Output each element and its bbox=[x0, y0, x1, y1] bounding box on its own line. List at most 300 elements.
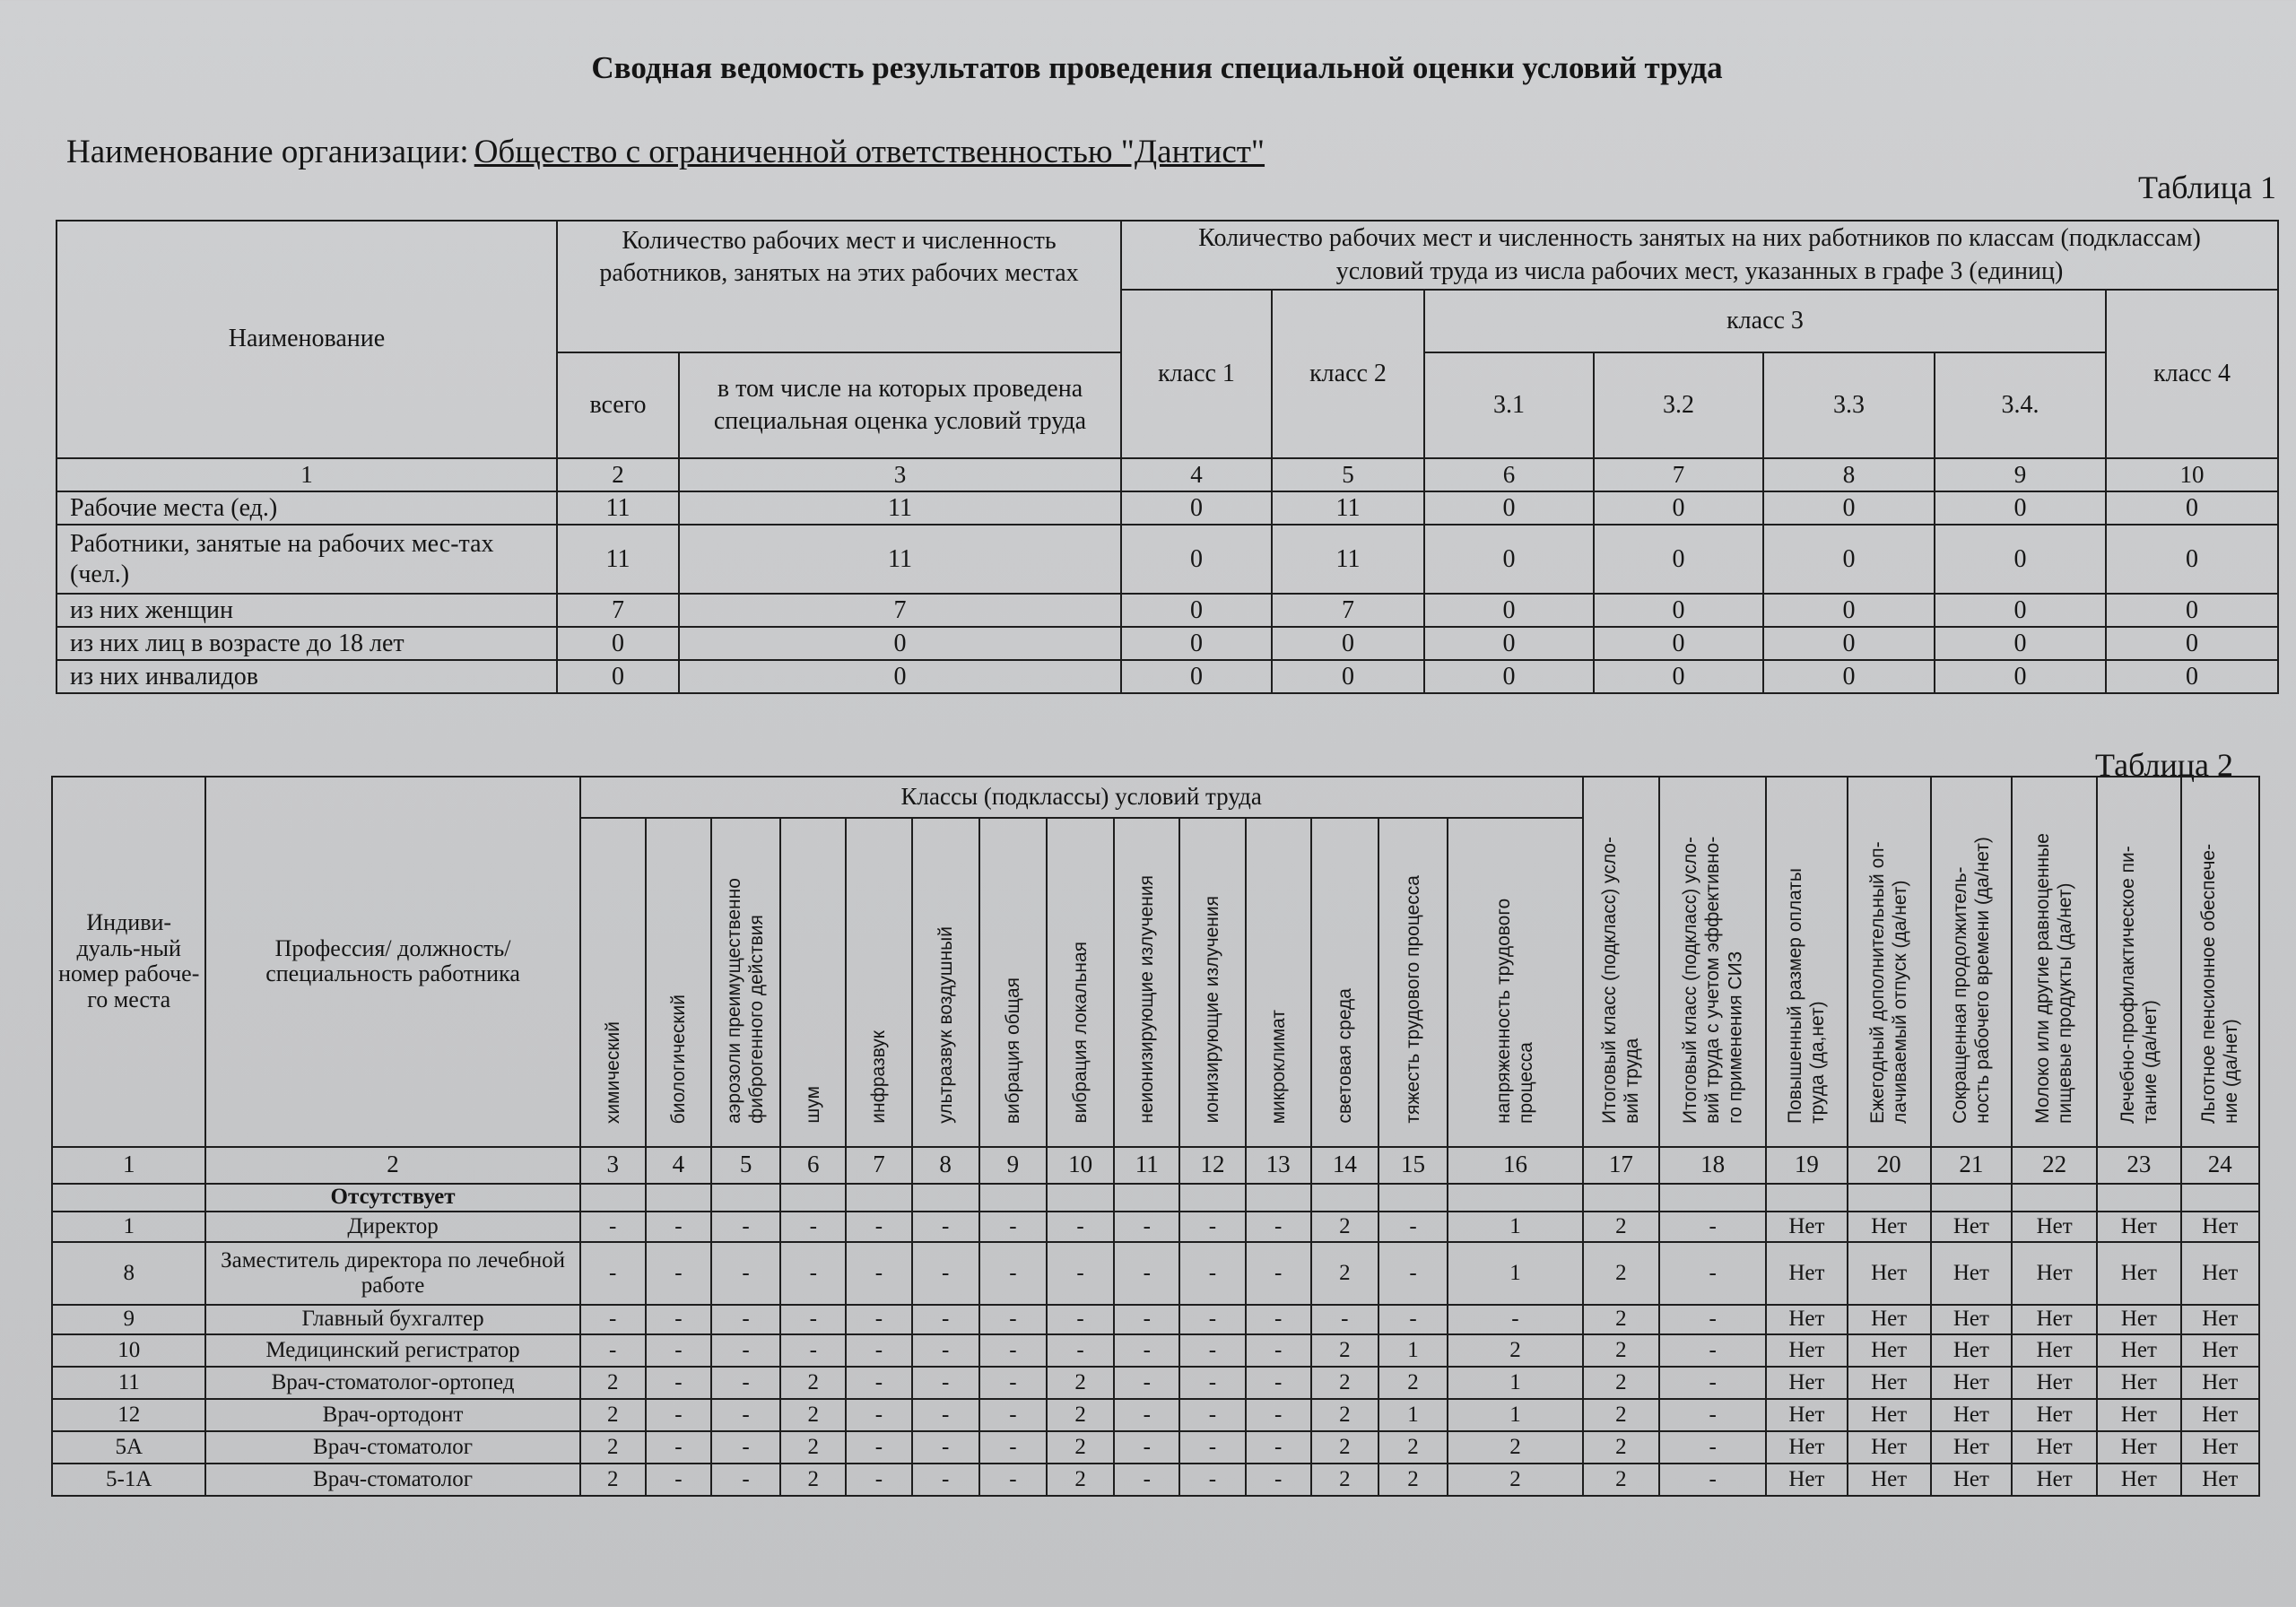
cell-value: 0 bbox=[1121, 525, 1272, 594]
cell-value: 0 bbox=[1594, 627, 1763, 660]
cell-value: 0 bbox=[1594, 594, 1763, 627]
cell-value: - bbox=[1114, 1367, 1179, 1399]
cell-value: - bbox=[1179, 1367, 1245, 1399]
header-factor-label: тяжесть трудового процесса bbox=[1402, 875, 1423, 1124]
cell-value: - bbox=[979, 1305, 1047, 1334]
cell-value: Нет bbox=[2181, 1367, 2259, 1399]
cell-value: - bbox=[912, 1305, 979, 1334]
column-number: 10 bbox=[2106, 458, 2278, 491]
cell-value: 0 bbox=[1935, 525, 2106, 594]
cell-value: - bbox=[711, 1464, 780, 1496]
table-row bbox=[52, 1242, 2259, 1305]
table-row bbox=[57, 491, 2278, 525]
cell-value: 0 bbox=[1272, 660, 1424, 693]
cell-value: Нет bbox=[2097, 1212, 2180, 1242]
workplace-id: 12 bbox=[52, 1399, 205, 1431]
cell-value: 2 bbox=[1311, 1399, 1378, 1431]
cell-value: 2 bbox=[1378, 1431, 1448, 1464]
header-factor bbox=[979, 818, 1047, 1147]
column-number: 6 bbox=[780, 1147, 846, 1184]
column-number: 9 bbox=[1935, 458, 2106, 491]
header-factor bbox=[780, 818, 846, 1147]
cell-value: - bbox=[646, 1334, 711, 1367]
header-extra bbox=[2097, 777, 2180, 1147]
column-number: 4 bbox=[1121, 458, 1272, 491]
cell-value: - bbox=[1246, 1367, 1311, 1399]
cell-value: - bbox=[912, 1367, 979, 1399]
header-extra bbox=[1931, 777, 2012, 1147]
workplace-id: 11 bbox=[52, 1367, 205, 1399]
cell-value: Нет bbox=[2012, 1242, 2097, 1305]
header-sub-3-4: 3.4. bbox=[1935, 352, 2106, 458]
cell-value: 11 bbox=[557, 525, 679, 594]
column-number: 1 bbox=[52, 1147, 205, 1184]
profession: Врач-стоматолог bbox=[205, 1431, 579, 1464]
cell-value: - bbox=[711, 1431, 780, 1464]
table-row bbox=[57, 525, 2278, 594]
header-extra-label: Сокращенная продолжитель-ность рабочего времени (да/нет) bbox=[1949, 837, 1993, 1124]
column-numbers-row bbox=[52, 1147, 2259, 1184]
cell-value: - bbox=[646, 1212, 711, 1242]
cell-value: - bbox=[1114, 1305, 1179, 1334]
cell-value: Нет bbox=[1931, 1431, 2012, 1464]
header-factor bbox=[1448, 818, 1583, 1147]
empty-cell bbox=[1659, 1184, 1766, 1212]
column-number: 5 bbox=[1272, 458, 1424, 491]
cell-value: 2 bbox=[1583, 1431, 1659, 1464]
cell-value: - bbox=[1659, 1367, 1766, 1399]
cell-value: Нет bbox=[1848, 1242, 1931, 1305]
cell-value: Нет bbox=[2097, 1367, 2180, 1399]
profession: Врач-стоматолог bbox=[205, 1464, 579, 1496]
empty-cell bbox=[1583, 1184, 1659, 1212]
cell-value: 7 bbox=[679, 594, 1121, 627]
column-number: 3 bbox=[580, 1147, 646, 1184]
cell-value: 2 bbox=[1583, 1305, 1659, 1334]
cell-value: Нет bbox=[2097, 1334, 2180, 1367]
column-number: 18 bbox=[1659, 1147, 1766, 1184]
cell-value: 2 bbox=[1583, 1334, 1659, 1367]
cell-value: 2 bbox=[1448, 1464, 1583, 1496]
cell-value: - bbox=[1659, 1212, 1766, 1242]
cell-value: - bbox=[780, 1242, 846, 1305]
header-class3: класс 3 bbox=[1424, 290, 2106, 352]
profession: Врач-ортодонт bbox=[205, 1399, 579, 1431]
cell-value: 0 bbox=[1121, 627, 1272, 660]
column-number: 12 bbox=[1179, 1147, 1245, 1184]
cell-value: - bbox=[1378, 1212, 1448, 1242]
header-factor-label: биологический bbox=[667, 994, 689, 1124]
cell-value: 2 bbox=[580, 1464, 646, 1496]
cell-value: - bbox=[846, 1212, 911, 1242]
cell-value: - bbox=[646, 1464, 711, 1496]
column-number: 10 bbox=[1047, 1147, 1114, 1184]
cell-value: - bbox=[979, 1367, 1047, 1399]
cell-value: 0 bbox=[1763, 525, 1935, 594]
empty-cell bbox=[780, 1184, 846, 1212]
cell-value: Нет bbox=[2012, 1464, 2097, 1496]
cell-value: Нет bbox=[2181, 1464, 2259, 1496]
cell-value: 2 bbox=[1047, 1367, 1114, 1399]
header-extra-label: Молоко или другие равноценные пищевые продукты (да/нет) bbox=[2032, 833, 2076, 1124]
cell-value: - bbox=[711, 1399, 780, 1431]
cell-value: - bbox=[1246, 1334, 1311, 1367]
cell-value: - bbox=[1659, 1334, 1766, 1367]
table-row bbox=[52, 1367, 2259, 1399]
workplace-id: 9 bbox=[52, 1305, 205, 1334]
cell-value: Нет bbox=[2181, 1399, 2259, 1431]
cell-value: 2 bbox=[1583, 1367, 1659, 1399]
cell-value: 0 bbox=[1763, 627, 1935, 660]
cell-value: 0 bbox=[1594, 491, 1763, 525]
header-factor bbox=[1311, 818, 1378, 1147]
cell-value: Нет bbox=[2097, 1305, 2180, 1334]
cell-value: Нет bbox=[1931, 1464, 2012, 1496]
header-factor-label: микроклимат bbox=[1267, 1009, 1289, 1124]
cell-value: - bbox=[846, 1305, 911, 1334]
cell-value: - bbox=[979, 1464, 1047, 1496]
cell-value: - bbox=[912, 1431, 979, 1464]
cell-value: Нет bbox=[2012, 1212, 2097, 1242]
empty-cell bbox=[580, 1184, 646, 1212]
cell-value: 0 bbox=[2106, 627, 2278, 660]
column-number: 5 bbox=[711, 1147, 780, 1184]
cell-value: Нет bbox=[2097, 1399, 2180, 1431]
cell-value: 2 bbox=[780, 1431, 846, 1464]
cell-value: - bbox=[1659, 1399, 1766, 1431]
cell-value: Нет bbox=[1931, 1399, 2012, 1431]
empty-cell bbox=[912, 1184, 979, 1212]
table-row bbox=[52, 1305, 2259, 1334]
header-extra-label: Итоговый класс (подкласс) усло-вий труда с учетом эффективно-го применения СИЗ bbox=[1679, 836, 1746, 1124]
cell-value: - bbox=[1448, 1305, 1583, 1334]
cell-value: Нет bbox=[1848, 1334, 1931, 1367]
cell-value: - bbox=[846, 1431, 911, 1464]
header-factor bbox=[1179, 818, 1245, 1147]
cell-value: - bbox=[646, 1367, 711, 1399]
empty-cell bbox=[1931, 1184, 2012, 1212]
column-number: 21 bbox=[1931, 1147, 2012, 1184]
cell-value: 2 bbox=[780, 1367, 846, 1399]
header-factor-label: инфразвук bbox=[868, 1030, 890, 1124]
row-name: из них женщин bbox=[57, 594, 557, 627]
cell-value: - bbox=[1179, 1334, 1245, 1367]
cell-value: - bbox=[912, 1464, 979, 1496]
cell-value: 2 bbox=[1047, 1431, 1114, 1464]
cell-value: - bbox=[646, 1399, 711, 1431]
table-row bbox=[52, 1334, 2259, 1367]
column-number: 2 bbox=[557, 458, 679, 491]
cell-value: - bbox=[646, 1305, 711, 1334]
cell-value: 2 bbox=[1047, 1464, 1114, 1496]
empty-cell bbox=[1448, 1184, 1583, 1212]
cell-value: Нет bbox=[2181, 1334, 2259, 1367]
organization-label: Наименование организации: bbox=[66, 134, 469, 170]
header-factor-label: вибрация локальная bbox=[1069, 942, 1091, 1124]
cell-value: Нет bbox=[1931, 1367, 2012, 1399]
cell-value: - bbox=[711, 1305, 780, 1334]
header-extra bbox=[2181, 777, 2259, 1147]
cell-value: 0 bbox=[2106, 525, 2278, 594]
cell-value: Нет bbox=[2012, 1305, 2097, 1334]
empty-cell bbox=[846, 1184, 911, 1212]
row-name: Работники, занятые на рабочих мес-тах (чел.) bbox=[57, 525, 557, 594]
empty-cell bbox=[2012, 1184, 2097, 1212]
column-number: 22 bbox=[2012, 1147, 2097, 1184]
cell-value: Нет bbox=[1848, 1431, 1931, 1464]
cell-value: 7 bbox=[557, 594, 679, 627]
cell-value: - bbox=[1114, 1399, 1179, 1431]
cell-value: 2 bbox=[1583, 1242, 1659, 1305]
column-number: 2 bbox=[205, 1147, 579, 1184]
cell-value: - bbox=[912, 1242, 979, 1305]
cell-value: Нет bbox=[1931, 1334, 2012, 1367]
column-number: 24 bbox=[2181, 1147, 2259, 1184]
cell-value: 0 bbox=[1763, 594, 1935, 627]
cell-value: - bbox=[711, 1242, 780, 1305]
header-factor bbox=[1246, 818, 1311, 1147]
cell-value: 11 bbox=[679, 525, 1121, 594]
header-sub-3-3: 3.3 bbox=[1763, 352, 1935, 458]
header-workplace-id: Индиви-дуаль-ный номер рабоче-го места bbox=[52, 777, 205, 1147]
table-row bbox=[52, 1212, 2259, 1242]
cell-value: - bbox=[1114, 1242, 1179, 1305]
profession: Врач-стоматолог-ортопед bbox=[205, 1367, 579, 1399]
cell-value: - bbox=[1047, 1212, 1114, 1242]
cell-value: - bbox=[580, 1242, 646, 1305]
cell-value: - bbox=[780, 1334, 846, 1367]
cell-value: Нет bbox=[1766, 1305, 1847, 1334]
header-factor bbox=[912, 818, 979, 1147]
cell-value: - bbox=[846, 1334, 911, 1367]
cell-value: - bbox=[780, 1305, 846, 1334]
cell-value: 2 bbox=[1311, 1242, 1378, 1305]
cell-value: Нет bbox=[1766, 1464, 1847, 1496]
header-extra bbox=[2012, 777, 2097, 1147]
cell-value: 0 bbox=[679, 627, 1121, 660]
row-name: Рабочие места (ед.) bbox=[57, 491, 557, 525]
column-number: 19 bbox=[1766, 1147, 1847, 1184]
cell-value: 2 bbox=[1583, 1399, 1659, 1431]
column-number: 8 bbox=[912, 1147, 979, 1184]
cell-value: - bbox=[979, 1242, 1047, 1305]
table1-label: Таблица 1 bbox=[2138, 169, 2276, 205]
cell-value: - bbox=[846, 1242, 911, 1305]
workplace-id: 10 bbox=[52, 1334, 205, 1367]
cell-value: 1 bbox=[1378, 1399, 1448, 1431]
empty-cell bbox=[1766, 1184, 1847, 1212]
header-extra bbox=[1659, 777, 1766, 1147]
header-extra-label: Повышенный размер оплаты труда (да,нет) bbox=[1785, 867, 1829, 1124]
cell-value: 2 bbox=[1448, 1334, 1583, 1367]
header-extra bbox=[1583, 777, 1659, 1147]
cell-value: - bbox=[912, 1212, 979, 1242]
summary-table-1 bbox=[56, 220, 2279, 694]
cell-value: Нет bbox=[1931, 1305, 2012, 1334]
header-factor-label: напряженность трудового процесса bbox=[1493, 898, 1537, 1124]
cell-value: - bbox=[711, 1212, 780, 1242]
cell-value: - bbox=[1659, 1242, 1766, 1305]
cell-value: - bbox=[1179, 1464, 1245, 1496]
cell-value: - bbox=[1114, 1431, 1179, 1464]
empty-cell bbox=[1848, 1184, 1931, 1212]
header-sub-3-2: 3.2 bbox=[1594, 352, 1763, 458]
cell-value: 0 bbox=[1763, 660, 1935, 693]
cell-value: 2 bbox=[1311, 1464, 1378, 1496]
cell-value: - bbox=[1047, 1305, 1114, 1334]
cell-value: Нет bbox=[1766, 1334, 1847, 1367]
cell-value: 0 bbox=[1424, 491, 1594, 525]
cell-value: - bbox=[780, 1212, 846, 1242]
cell-value: - bbox=[1246, 1305, 1311, 1334]
cell-value: 2 bbox=[1378, 1464, 1448, 1496]
cell-value: - bbox=[1246, 1212, 1311, 1242]
cell-value: - bbox=[1179, 1399, 1245, 1431]
empty-cell bbox=[1311, 1184, 1378, 1212]
cell-value: 7 bbox=[1272, 594, 1424, 627]
row-name: из них инвалидов bbox=[57, 660, 557, 693]
header-extra-label: Лечебно-профилактическое пи-тание (да/нет) bbox=[2117, 846, 2161, 1124]
column-number: 11 bbox=[1114, 1147, 1179, 1184]
header-class4: класс 4 bbox=[2106, 290, 2278, 458]
cell-value: Нет bbox=[1931, 1212, 2012, 1242]
cell-value: 1 bbox=[1448, 1367, 1583, 1399]
cell-value: 2 bbox=[1311, 1334, 1378, 1367]
cell-value: 0 bbox=[679, 660, 1121, 693]
cell-value: 0 bbox=[557, 660, 679, 693]
cell-value: - bbox=[1179, 1242, 1245, 1305]
organization-line bbox=[66, 133, 1265, 171]
header-factor bbox=[580, 818, 646, 1147]
cell-value: 1 bbox=[1448, 1242, 1583, 1305]
cell-value: 1 bbox=[1448, 1212, 1583, 1242]
cell-value: - bbox=[1311, 1305, 1378, 1334]
cell-value: 0 bbox=[1935, 594, 2106, 627]
column-number: 6 bbox=[1424, 458, 1594, 491]
cell-value: - bbox=[1114, 1212, 1179, 1242]
column-number: 9 bbox=[979, 1147, 1047, 1184]
cell-value: - bbox=[1246, 1464, 1311, 1496]
header-sub-3-1: 3.1 bbox=[1424, 352, 1594, 458]
cell-value: - bbox=[1659, 1305, 1766, 1334]
column-number: 13 bbox=[1246, 1147, 1311, 1184]
header-total: всего bbox=[557, 352, 679, 458]
cell-value: Нет bbox=[2012, 1367, 2097, 1399]
empty-cell bbox=[2097, 1184, 2180, 1212]
cell-value: - bbox=[846, 1399, 911, 1431]
cell-value: - bbox=[580, 1305, 646, 1334]
profession: Главный бухгалтер bbox=[205, 1305, 579, 1334]
cell-value: - bbox=[711, 1367, 780, 1399]
cell-value: 0 bbox=[2106, 660, 2278, 693]
column-number: 4 bbox=[646, 1147, 711, 1184]
cell-value: - bbox=[979, 1431, 1047, 1464]
header-factor-label: шум bbox=[803, 1086, 824, 1124]
cell-value: 2 bbox=[580, 1431, 646, 1464]
cell-value: - bbox=[646, 1431, 711, 1464]
cell-value: - bbox=[846, 1367, 911, 1399]
cell-value: 0 bbox=[1935, 491, 2106, 525]
cell-value: Нет bbox=[1766, 1367, 1847, 1399]
cell-value: Нет bbox=[2012, 1334, 2097, 1367]
cell-value: Нет bbox=[2097, 1242, 2180, 1305]
cell-value: - bbox=[1378, 1305, 1448, 1334]
cell-value: 2 bbox=[1311, 1431, 1378, 1464]
cell-value: 2 bbox=[580, 1367, 646, 1399]
header-profession: Профессия/ должность/ специальность работника bbox=[205, 777, 579, 1147]
cell-value: 0 bbox=[557, 627, 679, 660]
header-factor-label: аэрозоли преимущественно фиброгенного действия bbox=[724, 878, 768, 1124]
empty-cell bbox=[2181, 1184, 2259, 1212]
table2-label: Таблица 2 bbox=[2095, 747, 2233, 783]
empty-cell bbox=[1114, 1184, 1179, 1212]
table-row bbox=[52, 1464, 2259, 1496]
header-name: Наименование bbox=[57, 221, 557, 458]
cell-value: 1 bbox=[1378, 1334, 1448, 1367]
cell-value: 0 bbox=[1763, 491, 1935, 525]
cell-value: Нет bbox=[2181, 1212, 2259, 1242]
cell-value: 2 bbox=[1448, 1431, 1583, 1464]
header-factor bbox=[646, 818, 711, 1147]
column-number: 1 bbox=[57, 458, 557, 491]
cell-value: 0 bbox=[1935, 627, 2106, 660]
column-number: 7 bbox=[846, 1147, 911, 1184]
cell-value: 1 bbox=[1448, 1399, 1583, 1431]
section-row bbox=[52, 1184, 2259, 1212]
cell-value: Нет bbox=[2181, 1431, 2259, 1464]
cell-value: 0 bbox=[1594, 525, 1763, 594]
column-number: 15 bbox=[1378, 1147, 1448, 1184]
workplace-id: 1 bbox=[52, 1212, 205, 1242]
cell-value: - bbox=[580, 1334, 646, 1367]
cell-value: 0 bbox=[1424, 627, 1594, 660]
cell-value: 11 bbox=[557, 491, 679, 525]
cell-value: Нет bbox=[2181, 1242, 2259, 1305]
header-factor-label: ионизирующие излучения bbox=[1202, 896, 1223, 1124]
column-number: 8 bbox=[1763, 458, 1935, 491]
empty-cell bbox=[1179, 1184, 1245, 1212]
cell-value: - bbox=[979, 1212, 1047, 1242]
cell-value: 11 bbox=[1272, 525, 1424, 594]
empty-cell bbox=[1246, 1184, 1311, 1212]
cell-value: 0 bbox=[2106, 491, 2278, 525]
column-number: 17 bbox=[1583, 1147, 1659, 1184]
empty-cell bbox=[646, 1184, 711, 1212]
cell-value: 2 bbox=[1583, 1212, 1659, 1242]
cell-value: 0 bbox=[1424, 594, 1594, 627]
cell-value: - bbox=[979, 1334, 1047, 1367]
column-number: 16 bbox=[1448, 1147, 1583, 1184]
cell-value: 0 bbox=[1121, 594, 1272, 627]
section-label: Отсутствует bbox=[205, 1184, 579, 1212]
cell-value: Нет bbox=[2181, 1305, 2259, 1334]
header-class2: класс 2 bbox=[1272, 290, 1424, 458]
cell-value: Нет bbox=[2097, 1431, 2180, 1464]
cell-value: - bbox=[1114, 1334, 1179, 1367]
table-row bbox=[57, 660, 2278, 693]
cell-value: - bbox=[580, 1212, 646, 1242]
header-factor-label: химический bbox=[602, 1021, 623, 1124]
cell-value: Нет bbox=[1766, 1431, 1847, 1464]
cell-value: - bbox=[1246, 1399, 1311, 1431]
header-factor bbox=[1047, 818, 1114, 1147]
empty-cell bbox=[1378, 1184, 1448, 1212]
cell-value: - bbox=[1246, 1431, 1311, 1464]
cell-value: - bbox=[1179, 1431, 1245, 1464]
column-number: 3 bbox=[679, 458, 1121, 491]
profession: Директор bbox=[205, 1212, 579, 1242]
cell-value: Нет bbox=[1848, 1367, 1931, 1399]
